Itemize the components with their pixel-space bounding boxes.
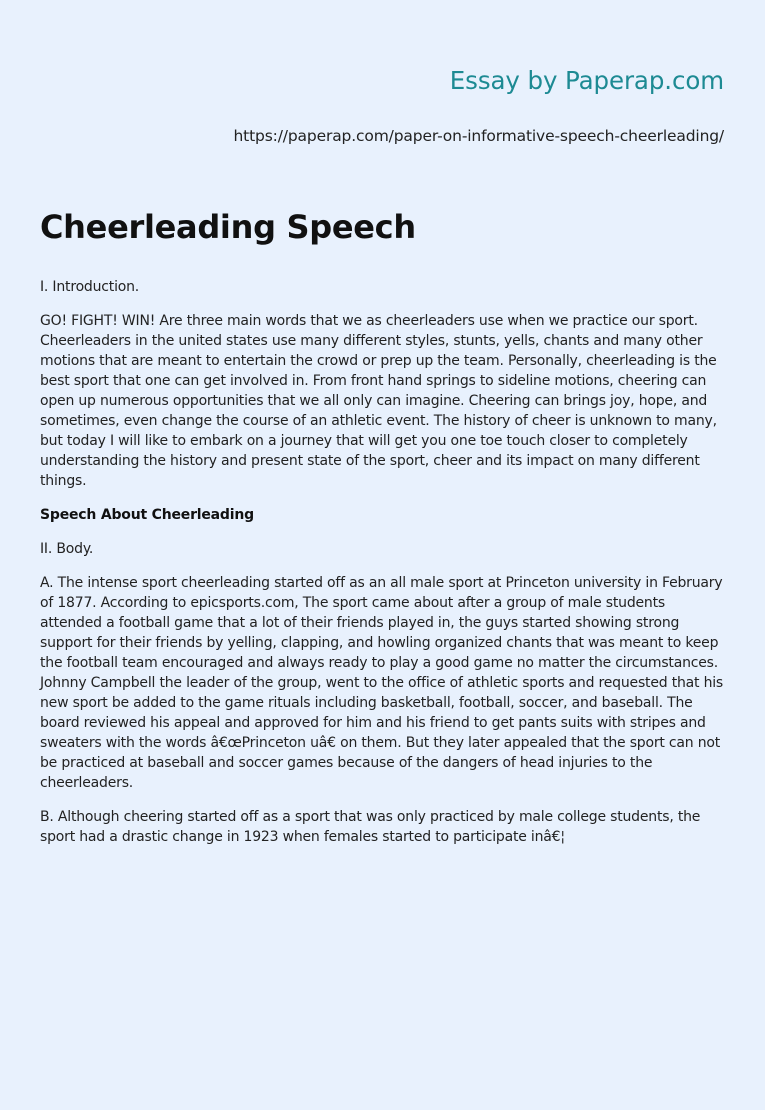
paragraph-body-heading: II. Body. [40,541,94,557]
brand-header[interactable]: Essay by Paperap.com [449,66,724,95]
source-url[interactable]: https://paperap.com/paper-on-informative-speech-cheerleading/ [233,127,724,145]
paragraph-body-a: A. The intense sport cheerleading started off as an all male sport at Princeton university in February of 1877. According to epicsports.com, The sport came about after a group of male students attended a football game that a lot of their friends played in, the guys started showing strong support for their friends by yelling, clapping, and howling organized chants that was meant to keep the football team encouraged and always ready to play a good game no matter the circumstances. Johnny Campbell the leader of the group, went to the office of athletic sports and requested that his new sport be added to the game rituals including basketball, football, soccer, and baseball. The board reviewed his appeal and approved for him and his friend to get pants suits with stripes and sweaters with the words â€œPrinceton uâ€ on them. But they later appealed that the sport can not be practiced at baseball and soccer games because of the dangers of head injuries to the cheerleaders. [40,575,724,791]
paragraph-body-b: B. Although cheering started off as a sport that was only practiced by male college students, the sport had a drastic change in 1923 when females started to participate inâ€¦ [40,809,701,845]
section-heading: Speech About Cheerleading [40,507,254,523]
article-body [40,277,730,861]
paragraph-intro-text: GO! FIGHT! WIN! Are three main words that we as cheerleaders use when we practice our sport. Cheerleaders in the united states use many different styles, stunts, yells, chants and many other motions that are meant to entertain the crowd or prep up the team. Personally, cheerleading is the best sport that one can get involved in. From front hand springs to sideline motions, cheering can open up numerous opportunities that we all only can imagine. Cheering can brings joy, hope, and sometimes, even change the course of an athletic event. The history of cheer is unknown to many, but today I will like to embark on a journey that will get you one toe touch closer to completely understanding the history and present state of the sport, cheer and its impact on many different things. [40,313,717,489]
page-title: Cheerleading Speech [40,208,416,246]
paragraph-intro-heading: I. Introduction. [40,279,140,295]
